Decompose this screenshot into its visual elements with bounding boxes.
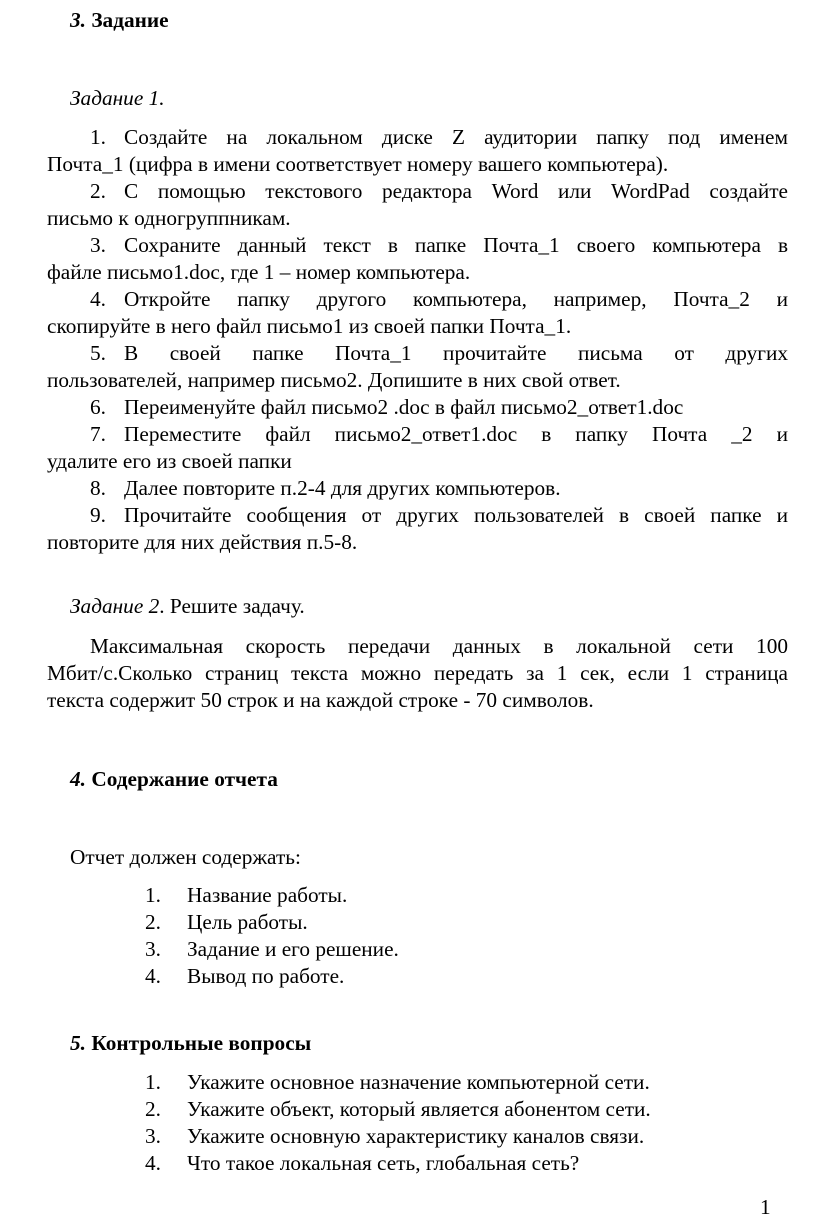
section-5-heading bbox=[70, 1030, 311, 1057]
list-item: 8. Далее повторите п.2-4 для других компьютеров. bbox=[90, 476, 561, 500]
section-3-heading bbox=[70, 7, 169, 34]
list-item-continuation: повторите для них действия п.5-8. bbox=[47, 530, 358, 554]
list-item: 9. Прочитайте сообщения от других пользователей в своей папке и bbox=[90, 503, 788, 527]
list-item: 6. Переименуйте файл письмо2 .doc в файл письмо2_ответ1.doc bbox=[90, 395, 684, 419]
task-2-instruction: . Решите задачу. bbox=[159, 594, 305, 618]
list-item-continuation: Почта_1 (цифра в имени соответствует номеру вашего компьютера). bbox=[47, 152, 669, 176]
report-intro: Отчет должен содержать: bbox=[70, 845, 301, 869]
section-5-number: 5. bbox=[70, 1031, 86, 1055]
task-2-label: Задание 2 bbox=[70, 594, 160, 618]
paragraph-line: Максимальная скорость передачи данных в локальной сети 100 bbox=[90, 634, 788, 658]
section-3-number: 3. bbox=[70, 8, 86, 32]
section-4-number: 4. bbox=[70, 767, 86, 791]
paragraph-line: Мбит/с.Сколько страниц текста можно передать за 1 сек, если 1 страница bbox=[47, 661, 788, 685]
list-item: 1. Создайте на локальном диске Z аудитории папку под именем bbox=[90, 125, 788, 149]
list-item: 7. Переместите файл письмо2_ответ1.doc в папку Почта _2 и bbox=[90, 422, 788, 446]
list-item: 5. В своей папке Почта_1 прочитайте письма от других bbox=[90, 341, 788, 365]
task-2-heading bbox=[70, 593, 305, 620]
list-item: 4. Откройте папку другого компьютера, например, Почта_2 и bbox=[90, 287, 788, 311]
section-4-title: Содержание отчета bbox=[91, 767, 278, 791]
list-item: 3. Сохраните данный текст в папке Почта_1 своего компьютера в bbox=[90, 233, 788, 257]
list-item-continuation: письмо к одногруппникам. bbox=[47, 206, 291, 230]
section-5-title: Контрольные вопросы bbox=[91, 1031, 312, 1055]
section-3-title: Задание bbox=[91, 8, 169, 32]
task-1-heading: Задание 1. bbox=[70, 86, 165, 110]
page-number: 1 bbox=[760, 1195, 771, 1219]
list-item-continuation: пользователей, например письмо2. Допишите в них свой ответ. bbox=[47, 368, 621, 392]
list-item-continuation: скопируйте в него файл письмо1 из своей папки Почта_1. bbox=[47, 314, 572, 338]
list-item-continuation: удалите его из своей папки bbox=[47, 449, 292, 473]
section-4-heading bbox=[70, 766, 278, 793]
document-page: 3. Задание Задание 1. 1. Создайте на локальном диске Z аудитории папку под именем Почта_1 (цифра в имени соответствует номеру вашего компьютера). 2. С помощью текстового редактора Word или WordPad создайте письмо к одногруппникам. 3. Сохраните данный текст в папке Почта_1 своего компьютера в файле письмо1.doc, где 1 – номер компьютера. 4. Откройте папку другого компьютера, например, Почта_2 и скопируйте в него файл письмо1 из своей папки Почта_1. 5. В своей папке Почта_1 прочитайте письма от других пользователей, например письмо2. Допишите в них свой ответ. 6. Переименуйте файл письмо2 .doc в файл письмо2_ответ1.doc 7. Переместите файл письмо2_ответ1.doc в папку Почта _2 и удалите его из своей папки 8. Далее повторите п.2-4 для других компьютеров. 9. Прочитайте сообщения от других пользователей в своей папке и повторите для них действия п.5-8. Задание 2. Решите задачу. Максимальная скорость передачи данных в локальной сети 100 Мбит/с.Сколько страниц текста можно передать за 1 сек, если 1 страница текста содержит 50 строк и на каждой строке - 70 символов. 4. Содержание отчета Отчет должен содержать: 1. Название работы. 2. Цель работы. 3. Задание и его решение. 4. Вывод по работе. 5. Контрольные вопросы 1. Укажите основное назначение компьютерной сети. 2. Укажите объект, который является абонентом сети. 3. Укажите основную характеристику каналов связи. 4. Что такое локальная сеть, глобальная сеть? 1 bbox=[47, 8, 788, 1219]
list-item-continuation: файле письмо1.doc, где 1 – номер компьютера. bbox=[47, 260, 471, 284]
list-item: 2. С помощью текстового редактора Word или WordPad создайте bbox=[90, 179, 788, 203]
paragraph-line: текста содержит 50 строк и на каждой строке - 70 символов. bbox=[47, 688, 594, 712]
